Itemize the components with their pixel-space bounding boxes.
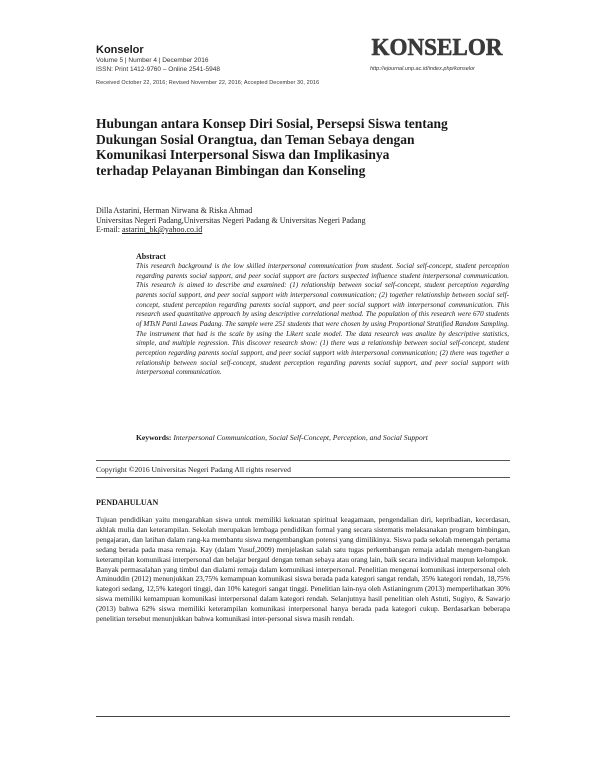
author-names: Dilla Astarini, Herman Nirwana & Riska Ahmad [96,206,253,215]
volume-line: Volume 5 | Number 4 | December 2016 [96,57,209,64]
author-affiliation: Universitas Negeri Padang,Universitas Negeri Padang & Universitas Negeri Padang [96,215,366,225]
keywords-label: Keywords: [136,433,172,442]
journal-name: Konselor [96,44,144,56]
article-dates: Received October 22, 2016; Revised November 22, 2016; Accepted December 30, 2016 [96,80,320,86]
title-line: Dukungan Sosial Orangtua, dan Teman Sebaya dengan [96,131,415,147]
abstract-heading: Abstract [136,252,166,261]
author-email-line [96,225,365,235]
section-heading: PENDAHULUAN [96,498,159,507]
section-body [96,515,510,624]
article-title [96,116,496,178]
copyright-notice: Copyright ©2016 Universitas Negeri Padang All rights reserved [96,465,291,474]
author-block [96,206,365,235]
title-line: terhadap Pelayanan Bimbingan dan Konseling [96,162,366,178]
title-line: Komunikasi Interpersonal Siswa dan Implikasinya [96,147,390,162]
keywords [136,433,516,442]
journal-url[interactable]: http://ejournal.unp.ac.id/index.php/konselor [370,66,475,72]
email-label: E-mail: [96,225,122,234]
paragraph: Banyak permasalahan yang timbul dan dialami remaja dalam komunikasi interpersonal. Penelitian mengenai komunikasi interpersonal oleh Aminuddin (2012) menunjukkan 23,75% kemampuan komunikasi siswa berada pada kategori sangat rendah, 35% kategori rendah, 18,75% kategori sedang, 12,5% kategori tinggi, dan 10% kategori sangat tinggi. Penelitian lain-nya oleh Astianingrum (2013) memperlihatkan 30% siswa memiliki kemampuan komunikasi interpersonal dalam kategori rendah. Selanjutnya hasil penelitian oleh Astuti, Sugiyo, & Sawarjo (2013) bahwa 62% siswa memiliki keterampilan komunikasi interpersonal hanya berada pada kategori cukup. Berdasarkan beberapa penelitian tersebut menunjukkan bahwa komunikasi inter-personal siswa masih rendah. [96,564,510,624]
issn-line: ISSN: Print 1412-9760 – Online 2541-5948 [96,66,220,73]
footer-divider [96,716,510,717]
divider [96,477,510,478]
keywords-text: Interpersonal Communication, Social Self-Concept, Perception, and Social Support [171,433,428,442]
journal-logo-text: KONSELOR [371,35,504,61]
paragraph: Tujuan pendidikan yaitu mengarahkan siswa untuk memiliki kekuatan spiritual keagamaan, pengendalian diri, kepribadian, kecerdasan, akhlak mulia dan keterampilan. Sekolah merupakan lembaga pendidikan formal yang secara sistematis melaksanakan program bimbingan, pengajaran, dan latihan dalam rang-ka membantu siswa mengembangkan potensi yang dimilikinya. Siswa pada sekolah menengah pertama sedang berada pada masa remaja. Kay (dalam Yusuf,2009) menjelaskan salah satu tugas perkembangan remaja adalah mengem-bangkan keterampilan komunikasi interpersonal dan belajar bergaul dengan teman sebaya atau orang lain, baik secara individual maupun kelompok. [96,515,510,564]
journal-logo [370,31,505,65]
divider [96,460,510,461]
title-line: Hubungan antara Konsep Diri Sosial, Persepsi Siswa tentang [96,116,448,131]
abstract-text: This research background is the low skilled interpersonal communication from student. Social self-concept, student perception regarding parents social support, and peer social support are factors suspected influence student interpersonal communication. This research is aimed to describe and examined: (1) relationship between social self-concept, student perception regarding parents social support, and peer social support with interpersonal communication; (2) together relationship between social self-concept, student perception regarding parents social support, and peer social support with interpersonal communication. This research used quantitative approach by using descriptive correlational method. The population of this research were 670 students of MTsN Panti Lawas Padang. The sample were 251 students that were chosen by using Proportional Stratified Random Sampling. The instrument that had is the scale by using the Likert scale model. The data research was analize by descriptive statistics, simple, and multiple regression. This discover research show: (1) there was a relationship between social self-concept, student perception regarding parents social support, and peer social support with interpersonal communication; (2) there was together a relationship between social self-concept, student perception regarding parents social support, and peer social support with interpersonal communication. [136,262,509,377]
email-link[interactable]: astarini_bk@yahoo.co.id [122,225,203,234]
